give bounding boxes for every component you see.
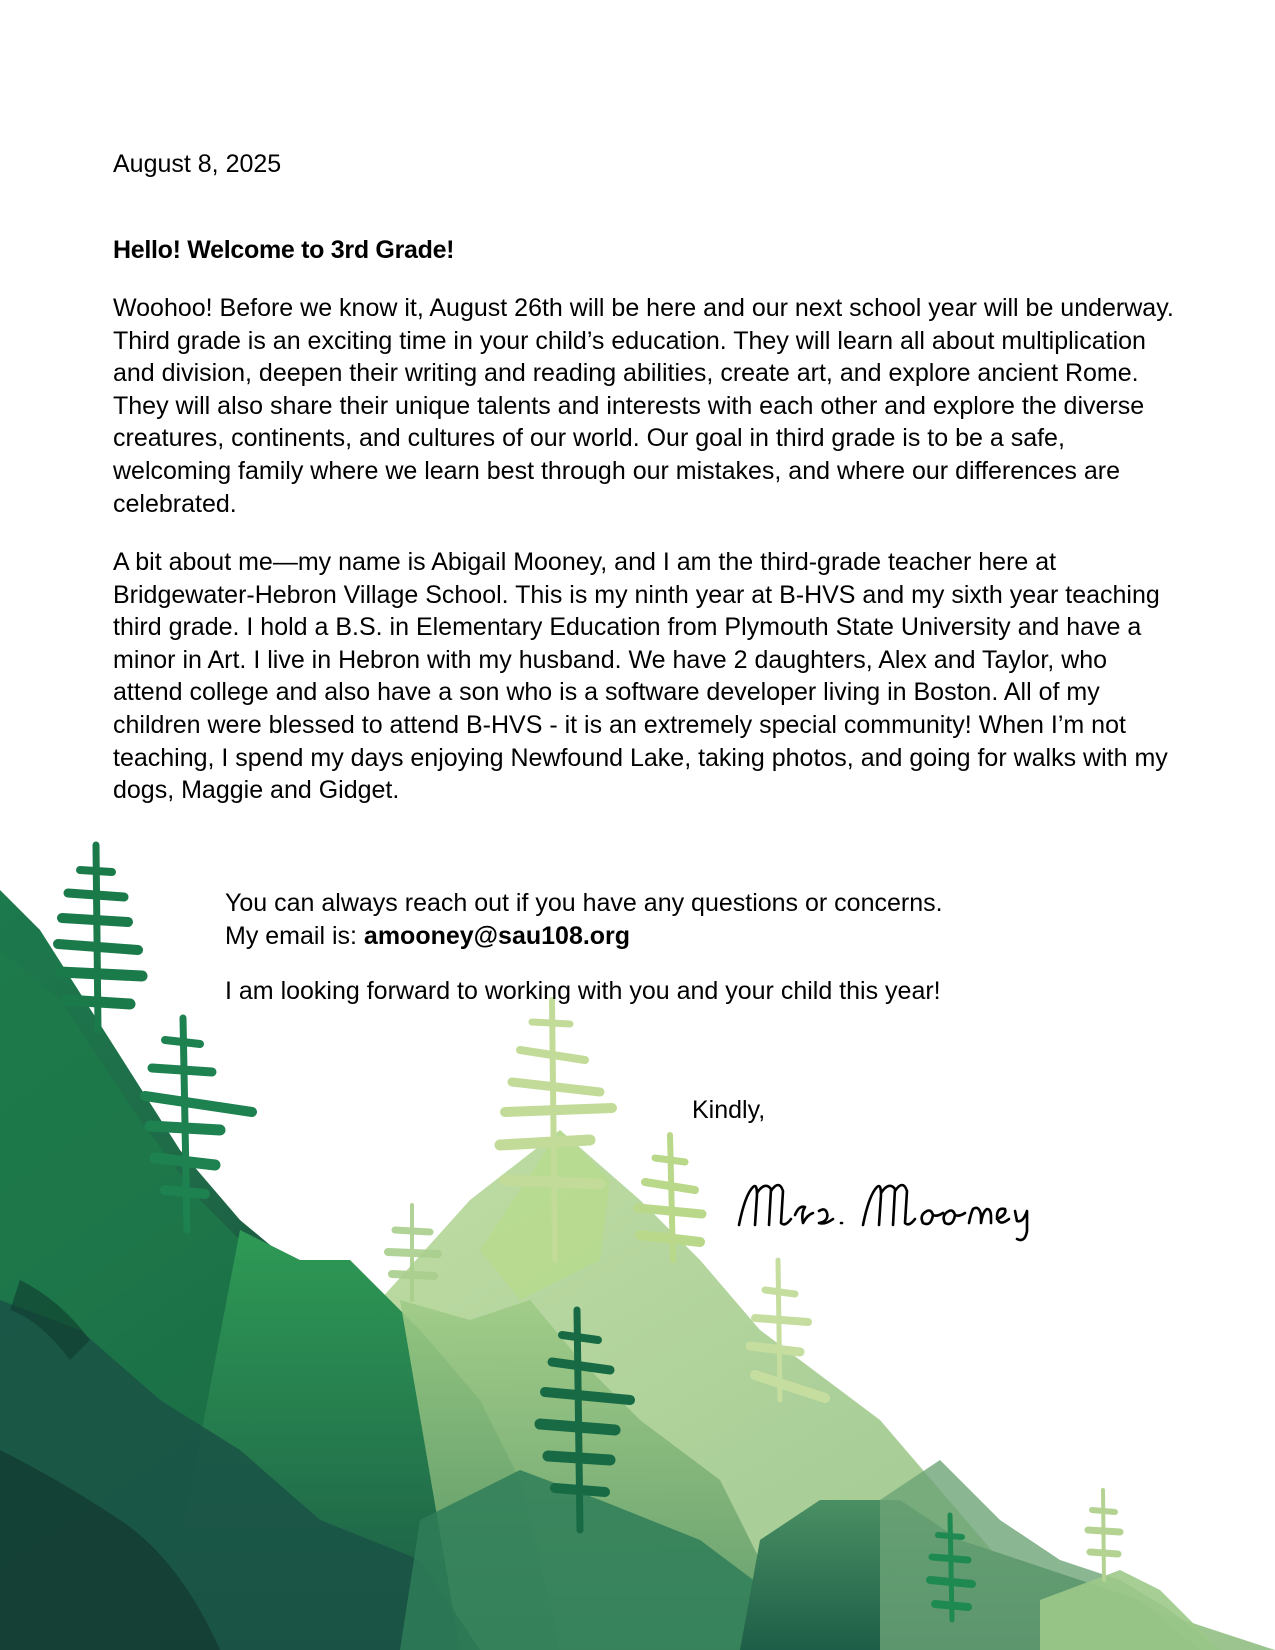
closing-line: I am looking forward to working with you and your child this year! <box>225 977 941 1005</box>
tree-pale-far-right <box>1088 1490 1120 1580</box>
paragraph-about-me: A bit about me—my name is Abigail Mooney, and I am the third-grade teacher here at Bridgewater-Hebron Village School. This is my ninth year at B-HVS and my sixth year teaching third grade. I hold a B.S. in Elementary Education from Plymouth State University and have a minor in Art. I live in Hebron with my husband. We have 2 daughters, Alex and Taylor, who attend college and also have a son who is a software developer living in Boston. All of my children were blessed to attend B-HVS - it is an extremely special community! When I’m not teaching, I spend my days enjoying Newfound Lake, taking photos, and going for walks with my dogs, Maggie and Gidget. <box>113 548 1168 805</box>
signature-image <box>735 1175 1055 1245</box>
letter-date: August 8, 2025 <box>113 150 282 178</box>
signoff: Kindly, <box>692 1096 766 1124</box>
paragraph-intro: Woohoo! Before we know it, August 26th will be here and our next school year will be underway. Third grade is an exciting time in your child’s education. They will learn all about multiplication and division, deepen their writing and reading abilities, create art, and explore ancient Rome. They will also share their unique talents and interests with each other and explore the diverse creatures, continents, and cultures of our world. Our goal in third grade is to be a safe, welcoming family where we learn best through our mistakes, and where our differences are celebrated. <box>113 294 1174 518</box>
tree-dark-left <box>58 845 142 1030</box>
email-label: My email is: <box>225 921 357 950</box>
email-line <box>225 920 943 953</box>
email-address: amooney@sau108.org <box>363 921 631 950</box>
contact-line: You can always reach out if you have any questions or concerns. <box>225 889 943 917</box>
letter-heading: Hello! Welcome to 3rd Grade! <box>113 236 455 264</box>
contact-block <box>225 887 943 952</box>
